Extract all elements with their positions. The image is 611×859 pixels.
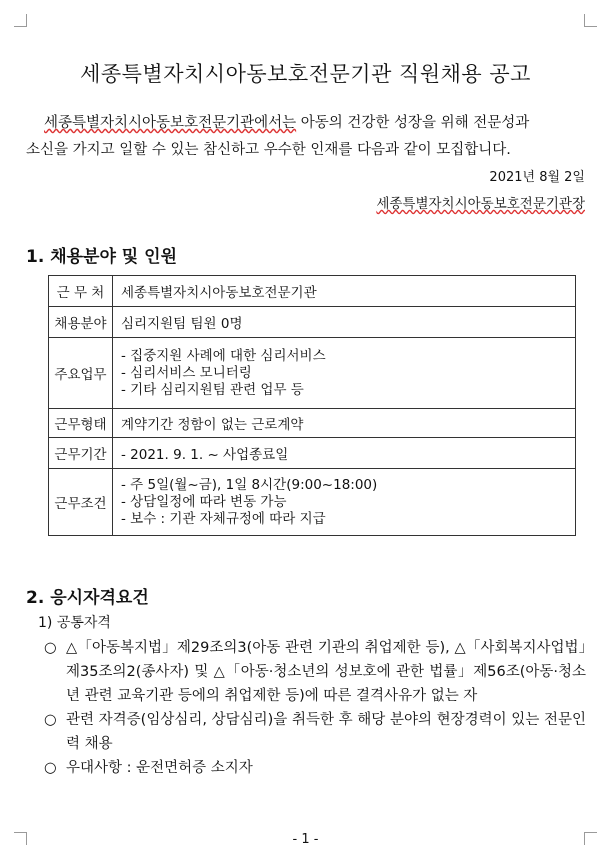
crop-mark-top-right [584,14,597,27]
subsection-heading: 1) 공통자격 [38,615,111,631]
table-row [49,469,576,536]
row-value: - 2021. 9. 1. ~ 사업종료일 [113,438,576,469]
circle-bullet-icon: ○ [44,640,57,656]
row-key: 채용분야 [49,307,113,338]
row-value-line: - 보수 : 기관 자체규정에 따라 지급 [121,510,326,527]
table-row [49,409,576,438]
circle-bullet-icon: ○ [44,712,57,728]
recruitment-info-table [48,275,576,536]
row-key: 주요업무 [49,338,113,409]
table-row [49,276,576,307]
row-value-line: - 주 5일(월~금), 1일 8시간(9:00~18:00) [121,476,378,493]
crop-mark-top-left [14,14,27,27]
announcement-date: 2021년 8월 2일 [489,170,585,185]
list-item [44,708,586,756]
row-value-line: - 집중지원 사례에 대한 심리서비스 [121,347,326,364]
row-value-line: - 심리서비스 모니터링 [121,364,252,381]
signer: 세종특별자치시아동보호전문기관장 [376,196,585,212]
table-row [49,438,576,469]
intro-line1-rest: 아동의 건강한 성장을 위해 전문성과 [296,115,530,131]
row-value [113,469,576,536]
list-item [44,636,586,708]
list-item-text: 관련 자격증(임상심리, 상담심리)을 취득한 후 해당 분야의 현장경력이 있는 전문인력 채용 [66,712,586,752]
list-item-text: △「아동복지법」제29조의3(아동 관련 기관의 취업제한 등), △「사회복지사업법」제35조의2(종사자) 및 △「아동·청소년의 성보호에 관한 법률」제56조(아동·청소년 관련 교육기관 등에의 취업제한 등)에 따른 결격사유가 없는 자 [66,640,586,704]
row-key: 근무기간 [49,438,113,469]
row-value [113,338,576,409]
list-item-text: 우대사항 : 운전면허증 소지자 [66,760,253,776]
section-1-heading: 1. 채용분야 및 인원 [26,247,177,267]
row-value: 계약기간 정함이 없는 근로계약 [113,409,576,438]
row-value-line: - 기타 심리지원팀 관련 업무 등 [121,381,304,398]
row-key: 근무형태 [49,409,113,438]
row-value-line: - 상담일정에 따라 변동 가능 [121,493,287,510]
row-value: 세종특별자치시아동보호전문기관 [113,276,576,307]
qualification-list [44,636,586,780]
row-key: 근무조건 [49,469,113,536]
list-item [44,756,586,780]
document-title: 세종특별자치시아동보호전문기관 직원채용 공고 [80,62,531,86]
circle-bullet-icon: ○ [44,760,57,776]
row-value: 심리지원팀 팀원 0명 [113,307,576,338]
row-key: 근 무 처 [49,276,113,307]
table-row [49,338,576,409]
page-number: - 1 - [292,832,319,847]
table-row [49,307,576,338]
intro-line2: 소신을 가지고 일할 수 있는 참신하고 우수한 인재를 다음과 같이 모집합니다. [26,142,511,158]
section-2-heading: 2. 응시자격요건 [26,588,149,608]
intro-paragraph [26,110,586,164]
intro-org-name: 세종특별자치시아동보호전문기관에서는 [44,115,297,131]
